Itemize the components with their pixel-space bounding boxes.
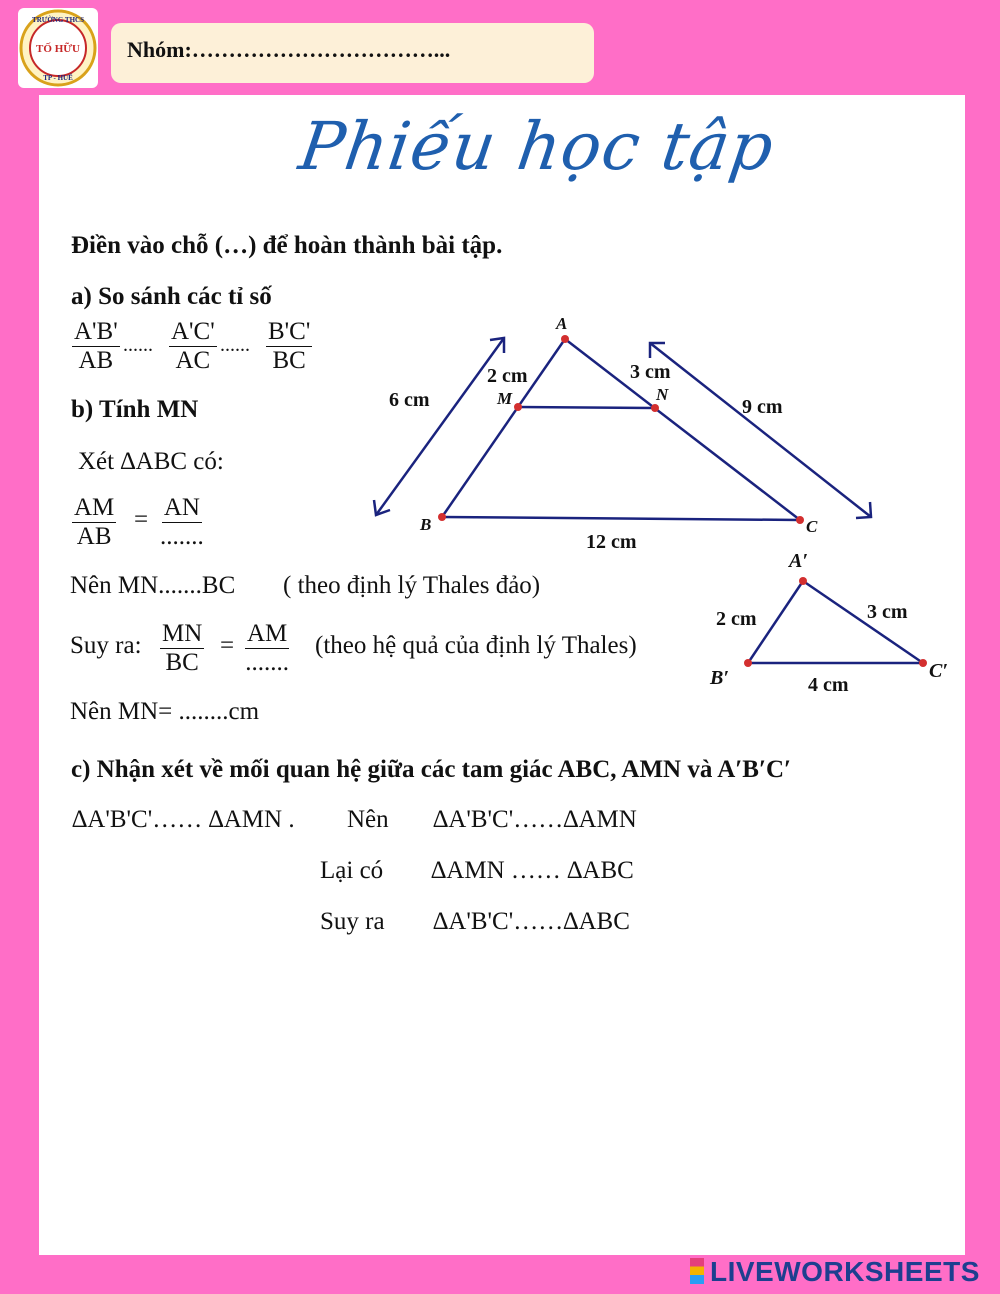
fraction-am-blank xyxy=(245,620,289,677)
label-a-prime: A′ xyxy=(789,550,808,572)
consider-text: Xét ∆ABC có: xyxy=(78,448,224,475)
eq1-left-numerator: AM xyxy=(74,494,115,521)
footer-brand-text: LIVEWORKSHEETS xyxy=(710,1256,980,1287)
label-a-prime-c-prime: 3 cm xyxy=(867,601,908,623)
label-ab: 6 cm xyxy=(389,389,430,411)
group-name-box xyxy=(111,23,594,83)
fraction-am-ab xyxy=(72,494,116,551)
fraction-ab-numerator: A'B' xyxy=(74,318,118,345)
similarity-line-2[interactable]: ∆AMN …… ∆ABC xyxy=(431,857,634,884)
parallel-reason: ( theo định lý Thales đảo) xyxy=(283,572,541,599)
group-label: Nhóm:……………………………... xyxy=(127,37,451,62)
instruction: Điền vào chỗ (…) để hoàn thành bài tập. xyxy=(71,232,503,259)
eq2-left-denominator: BC xyxy=(165,649,199,676)
label-b: B xyxy=(420,515,432,534)
eq2-right-denominator-blank[interactable]: ....... xyxy=(245,649,290,676)
eq1-left-denominator: AB xyxy=(76,523,112,550)
fraction-ac-denominator: AC xyxy=(175,347,211,374)
liveworksheets-icon xyxy=(690,1258,704,1284)
label-an: 3 cm xyxy=(630,361,671,383)
arrow-ab-length xyxy=(376,338,504,515)
fraction-bc-denominator: BC xyxy=(272,347,306,374)
point-a-prime xyxy=(799,577,807,585)
fraction-ac xyxy=(169,318,217,375)
side-bc xyxy=(442,517,800,520)
fraction-ac-numerator: A'C' xyxy=(171,318,215,345)
eq1-right-numerator: AN xyxy=(163,494,200,521)
blank-1[interactable]: ...... xyxy=(123,334,153,356)
point-b xyxy=(438,513,446,521)
label-c: C xyxy=(806,517,818,536)
fraction-ab-denominator: AB xyxy=(78,347,114,374)
part-c-heading: c) Nhận xét về mối quan hệ giữa các tam giác ABC, AMN và A′B′C′ xyxy=(71,756,792,783)
blank-2[interactable]: ...... xyxy=(220,334,250,356)
triangle-abc-prime-figure xyxy=(700,545,965,705)
logo-text-city: TP - HUẾ xyxy=(43,74,73,82)
segment-mn xyxy=(518,407,655,408)
label-am: 2 cm xyxy=(487,365,528,387)
eq2-equals: = xyxy=(220,632,235,659)
similarity-conclusion-label: Suy ra xyxy=(320,908,385,935)
label-b-prime: B′ xyxy=(710,667,729,689)
label-n: N xyxy=(656,385,669,404)
fraction-an-blank xyxy=(160,494,204,551)
point-n xyxy=(651,404,659,412)
point-b-prime xyxy=(744,659,752,667)
worksheet-title: Phiếu học tập xyxy=(294,108,779,185)
eq1-equals: = xyxy=(134,506,149,533)
mn-result[interactable]: Nên MN= ........cm xyxy=(70,698,260,725)
label-b-prime-c-prime: 4 cm xyxy=(808,674,849,696)
eq2-left-numerator: MN xyxy=(162,620,203,647)
triangle-abc-figure xyxy=(360,310,890,560)
footer-brand xyxy=(690,1256,980,1288)
label-bc: 12 cm xyxy=(586,531,637,553)
point-a xyxy=(561,335,569,343)
side-ac xyxy=(565,339,800,520)
part-b-heading: b) Tính MN xyxy=(71,396,199,423)
point-c xyxy=(796,516,804,524)
eq2-reason: (theo hệ quả của định lý Thales) xyxy=(315,632,637,659)
label-a: A xyxy=(556,314,568,333)
label-a-prime-b-prime: 2 cm xyxy=(716,608,757,630)
eq2-right-numerator: AM xyxy=(247,620,288,647)
point-c-prime xyxy=(919,659,927,667)
point-m xyxy=(514,403,522,411)
similarity-also-label: Lại có xyxy=(320,857,384,884)
so-label: Suy ra: xyxy=(70,632,142,659)
fraction-mn-bc xyxy=(160,620,204,677)
similarity-line-1[interactable]: ∆A'B'C'…… ∆AMN . xyxy=(72,806,295,833)
fraction-ab xyxy=(72,318,120,375)
label-m: M xyxy=(497,389,513,408)
similarity-line-1-right[interactable]: ∆A'B'C'……∆AMN xyxy=(433,806,637,833)
school-logo xyxy=(18,8,98,88)
label-ac: 9 cm xyxy=(742,396,783,418)
similarity-line-3[interactable]: ∆A'B'C'……∆ABC xyxy=(433,908,630,935)
part-a-heading: a) So sánh các tỉ số xyxy=(71,283,272,310)
logo-text-name: TỐ HỮU xyxy=(36,43,80,55)
parallel-statement[interactable]: Nên MN.......BC xyxy=(70,572,236,599)
label-c-prime: C′ xyxy=(929,660,948,682)
fraction-bc xyxy=(266,318,312,375)
logo-text-top: TRƯỜNG THCS xyxy=(32,16,84,24)
eq1-right-denominator-blank[interactable]: ....... xyxy=(160,523,204,550)
similarity-then: Nên xyxy=(347,806,389,833)
fraction-bc-numerator: B'C' xyxy=(268,318,311,345)
